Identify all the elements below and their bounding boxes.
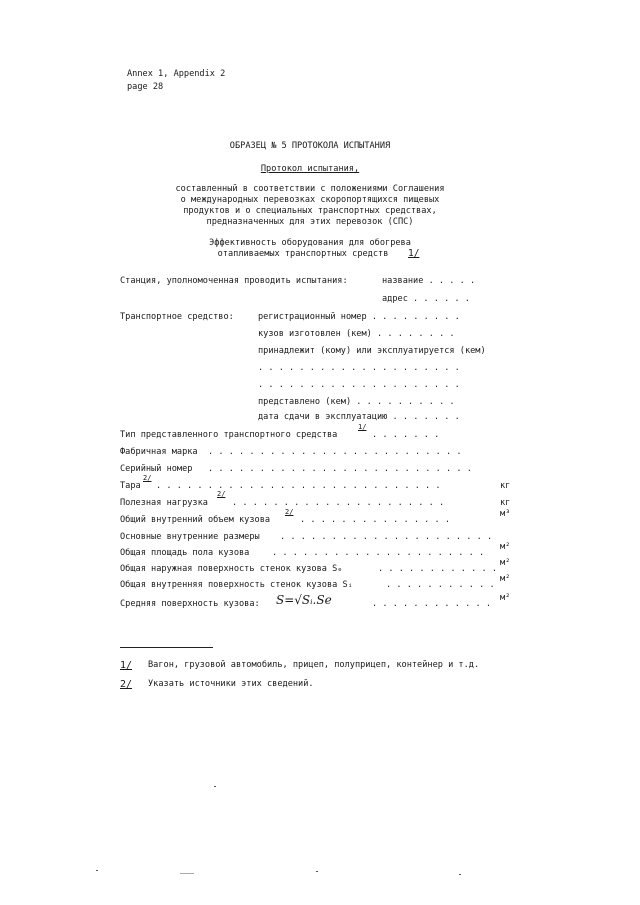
row-unit: м² <box>500 593 511 603</box>
row-label: Общая площадь пола кузова <box>120 548 250 558</box>
annex-reference: Annex 1, Appendix 2 <box>127 69 226 79</box>
vehicle-label: Транспортное средство: <box>120 312 234 322</box>
row-label: Общая наружная поверхность стенок кузова Sₑ <box>120 564 343 574</box>
vehicle-field: кузов изготовлен (кем) . . . . . . . . <box>258 329 455 339</box>
row-label: Тара <box>120 481 141 491</box>
row-dots: . . . . . . . . . . . . . . . . . . . . . . . . . . <box>208 464 472 474</box>
row-label: Фабричная марка <box>120 447 198 457</box>
station-label: Станция, уполномоченная проводить испытания: <box>120 276 348 286</box>
row-label: Основные внутренние размеры <box>120 532 260 542</box>
station-address-field: адрес . . . . . . <box>382 294 470 304</box>
row-dots: . . . . . . . . . . . . . . . <box>300 515 451 525</box>
row-ref: 2/ <box>285 508 294 516</box>
efficiency-line: Эффективность оборудования для обогрева <box>209 238 411 248</box>
row-unit: кг <box>500 481 511 491</box>
row-label: Общая внутренняя поверхность стенок кузова Sᵢ <box>120 580 353 590</box>
document-title: ОБРАЗЕЦ № 5 ПРОТОКОЛА ИСПЫТАНИЯ <box>229 141 391 151</box>
handwritten-formula: S=√Sᵢ.Se <box>276 593 332 607</box>
row-dots: . . . . . . . . . . . . <box>372 599 491 609</box>
row-label: Серийный номер <box>120 464 193 474</box>
scan-speck <box>96 870 98 871</box>
row-dots: . . . . . . . . . . . . . . . . . . . . . <box>280 532 493 542</box>
row-dots: . . . . . . . <box>372 430 440 440</box>
intro-line: о международных перевозках скоропортящихся пищевых <box>180 195 440 205</box>
row-ref: 1/ <box>358 423 367 431</box>
row-label: Полезная нагрузка <box>120 498 208 508</box>
footnote-divider <box>120 647 213 648</box>
page-number: page 28 <box>127 82 164 92</box>
vehicle-field: регистрационный номер . . . . . . . . . <box>258 312 460 322</box>
intro-line: предназначенных для этих перевозок (СПС) <box>206 217 414 227</box>
footnote-mark: 1/ <box>120 660 133 671</box>
scan-speck <box>180 873 194 874</box>
footnote-text: Указать источники этих сведений. <box>148 679 314 689</box>
document-subtitle: Протокол испытания, <box>260 164 360 174</box>
efficiency-line: отапливаемых транспортных средств <box>217 249 389 259</box>
vehicle-field: дата сдачи в эксплуатацию . . . . . . . <box>258 412 460 422</box>
row-label: Общий внутренний объем кузова <box>120 515 271 525</box>
vehicle-field: принадлежит (кому) или эксплуатируется (кем) <box>258 346 486 356</box>
row-unit: кг <box>500 498 511 508</box>
row-unit: м² <box>500 558 511 568</box>
row-ref: 2/ <box>217 490 226 498</box>
vehicle-field: . . . . . . . . . . . . . . . . . . . . <box>258 363 460 373</box>
row-dots: . . . . . . . . . . . . . . . . . . . . . . . . . . . . <box>156 481 441 491</box>
intro-line: продуктов и о специальных транспортных средствах, <box>183 206 437 216</box>
row-dots: . . . . . . . . . . . . . . . . . . . . . <box>232 498 445 508</box>
row-dots: . . . . . . . . . . . . <box>378 564 497 574</box>
intro-line: составленный в соответствии с положениями Соглашения <box>175 184 445 194</box>
footnote-ref-1: 1/ <box>408 248 420 259</box>
row-label: Средняя поверхность кузова: <box>120 599 260 609</box>
footnote-mark: 2/ <box>120 679 133 690</box>
row-dots: . . . . . . . . . . . . . . . . . . . . . <box>272 548 485 558</box>
row-dots: . . . . . . . . . . . <box>386 580 495 590</box>
row-unit: м² <box>500 542 511 552</box>
scan-speck <box>316 871 318 872</box>
row-label: Тип представленного транспортного средства <box>120 430 338 440</box>
row-dots: . . . . . . . . . . . . . . . . . . . . . . . . . <box>208 447 462 457</box>
row-unit: м³ <box>500 509 511 519</box>
scan-speck <box>459 874 461 875</box>
scan-speck <box>214 786 216 787</box>
station-name-field: название . . . . . <box>382 276 476 286</box>
row-unit: м² <box>500 574 511 584</box>
vehicle-field: . . . . . . . . . . . . . . . . . . . . <box>258 380 460 390</box>
vehicle-field: представлено (кем) . . . . . . . . . . <box>258 397 455 407</box>
footnote-text: Вагон, грузовой автомобиль, прицеп, полуприцеп, контейнер и т.д. <box>148 660 480 670</box>
row-ref: 2/ <box>143 474 152 482</box>
